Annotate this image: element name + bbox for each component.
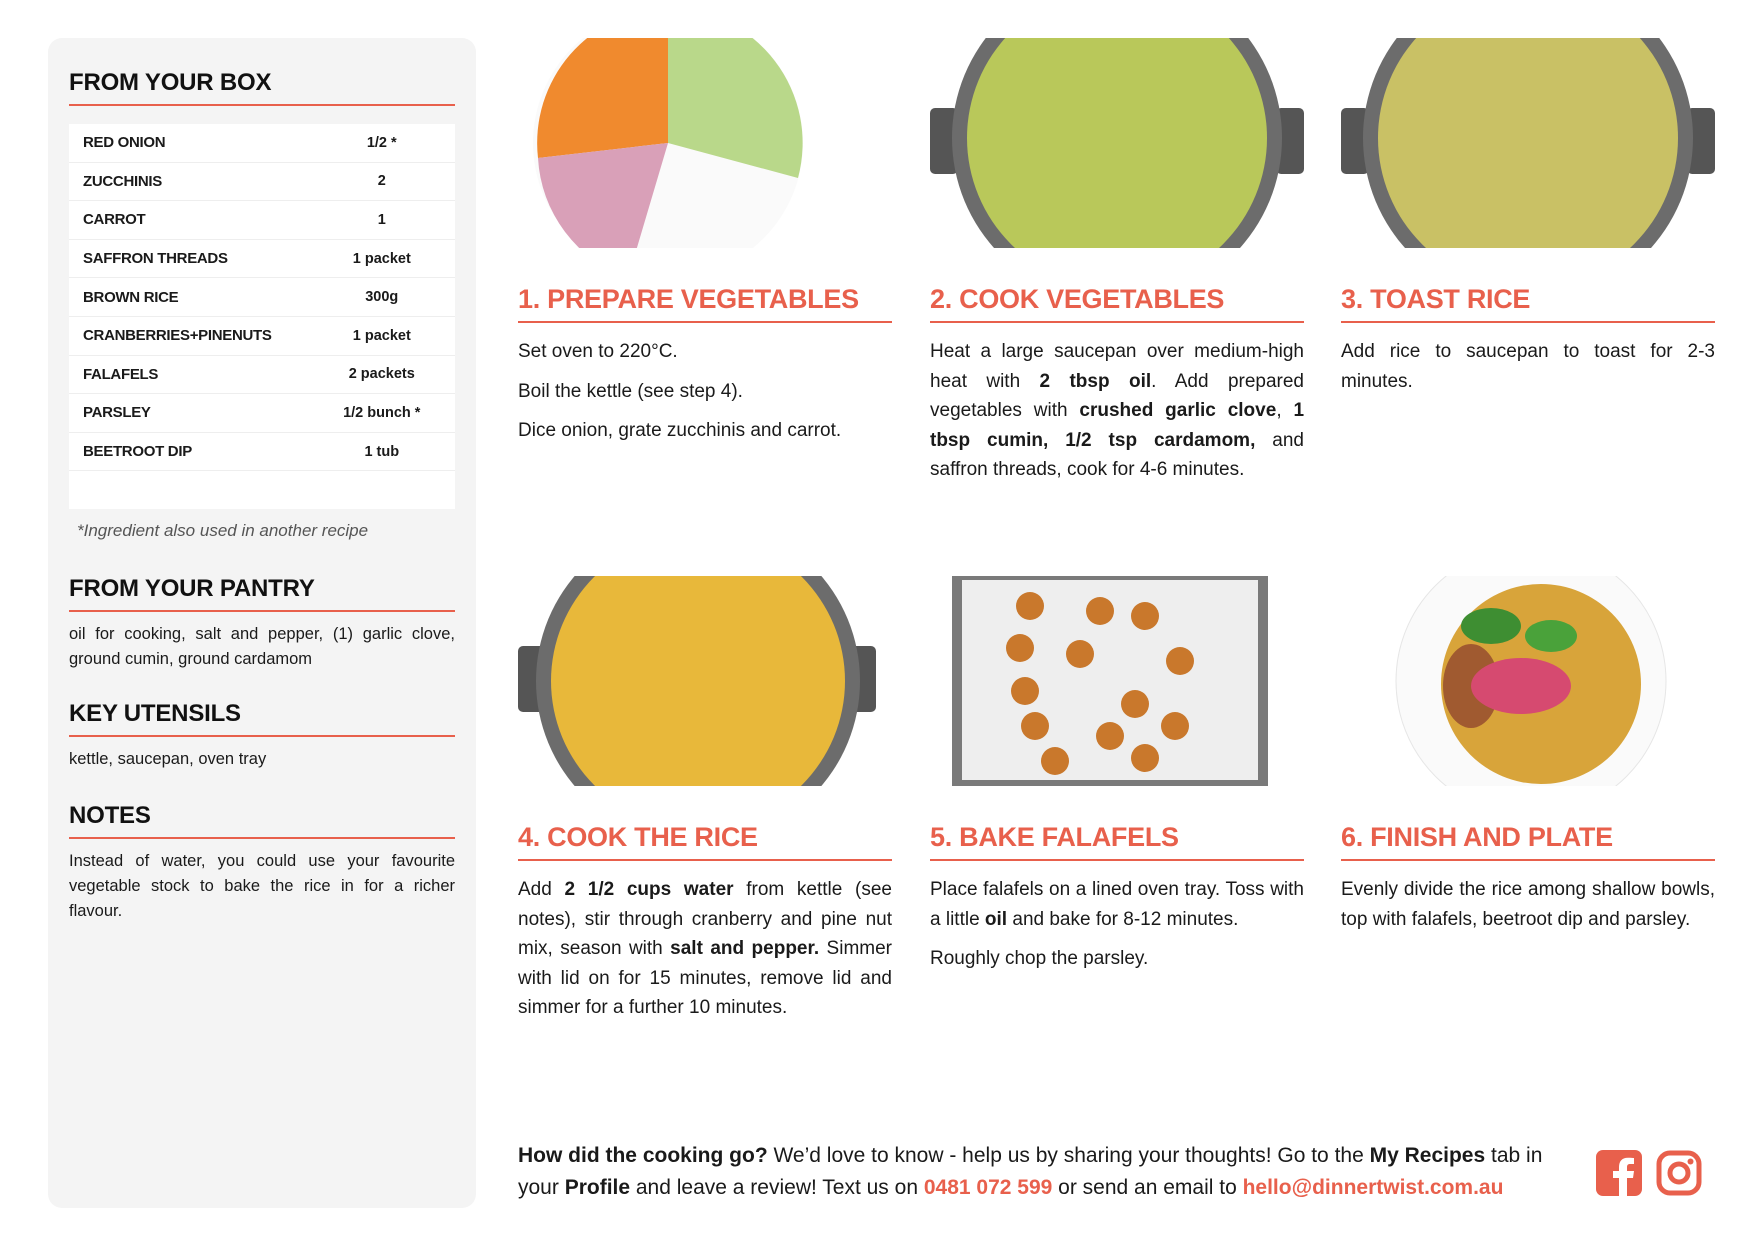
- plated-dish-image: [1341, 576, 1715, 786]
- step-text: and bake for 8-12 minutes.: [1007, 908, 1239, 930]
- step-4-title: 4. COOK THE RICE: [518, 822, 892, 861]
- step-text: Add rice to saucepan to toast for 2-3 minutes.: [1341, 341, 1715, 392]
- step-paragraph: [930, 337, 1304, 485]
- step-text: Heat a large saucepan over medium-high heat with: [930, 341, 1304, 392]
- ingredient-name: SAFFRON THREADS: [83, 250, 228, 268]
- step-emphasis: 2 tbsp oil: [1039, 370, 1152, 392]
- step-text: Set oven to 220°C.: [518, 341, 678, 362]
- feedback-footer: [518, 1140, 1578, 1204]
- footer-text-3: and leave a review! Text us on: [630, 1176, 924, 1199]
- footer-text-1: We’d love to know - help us by sharing your thoughts! Go to the: [767, 1144, 1370, 1167]
- footer-text-2: tab in your: [518, 1144, 1543, 1199]
- step-text: from kettle (see notes), stir through cranberry and pine nut mix, season with: [518, 879, 892, 959]
- ingredient-name: BEETROOT DIP: [83, 443, 192, 461]
- step-paragraph: [518, 875, 892, 1023]
- step-text: Dice onion, grate zucchinis and carrot.: [518, 420, 842, 441]
- ingredient-qty: 300g: [365, 289, 399, 306]
- step-text: and saffron threads, cook for 4-6 minutes.: [930, 429, 1304, 480]
- ingredient-row: [69, 201, 455, 240]
- step-5-body: [930, 875, 1304, 974]
- step-2-body: [930, 337, 1304, 485]
- step-paragraph: [930, 875, 1304, 934]
- ingredient-qty: 2 packets: [348, 366, 415, 383]
- step-6-title: 6. FINISH AND PLATE: [1341, 822, 1715, 861]
- step-text: Place falafels on a lined oven tray. Toss with a little: [930, 879, 1304, 930]
- step-text: Boil the kettle (see step 4).: [518, 380, 743, 402]
- ingredient-qty: 1: [377, 211, 386, 228]
- ingredient-qty: 2: [377, 173, 386, 190]
- ingredient-name: ZUCCHINIS: [83, 172, 162, 190]
- saucepan-rice-image: [1341, 38, 1715, 248]
- step-text: . Add prepared vegetables with: [930, 370, 1304, 421]
- step-2-title: 2. COOK VEGETABLES: [930, 284, 1304, 323]
- step-1-body: [518, 337, 892, 446]
- ingredients-sidebar: [48, 38, 476, 1208]
- step-2: [930, 38, 1304, 495]
- step-4-body: [518, 875, 892, 1023]
- step-3-photo: [1341, 38, 1715, 248]
- ingredient-row: [69, 163, 455, 202]
- step-paragraph: [518, 377, 892, 407]
- ingredient-table: [69, 124, 455, 509]
- ingredient-row: [69, 433, 455, 472]
- ingredient-qty: 1/2 *: [366, 134, 397, 151]
- step-emphasis: 1 tbsp cumin, 1/2 tsp cardamom,: [930, 400, 1305, 451]
- notes-section: [69, 802, 455, 924]
- ingredient-name: CRANBERRIES+PINENUTS: [83, 327, 272, 345]
- phone-link[interactable]: 0481 072 599: [923, 1176, 1053, 1199]
- step-2-photo: [930, 38, 1304, 248]
- vegetables-bowl-image: [518, 38, 892, 248]
- step-3: [1341, 38, 1715, 406]
- ingredient-footnote: *Ingredient also used in another recipe: [77, 521, 369, 540]
- saucepan-vegetables-image: [930, 38, 1304, 248]
- ingredient-row: [69, 317, 455, 356]
- ingredient-qty: 1/2 bunch *: [343, 404, 421, 421]
- pantry-text: oil for cooking, salt and pepper, (1) garlic clove, ground cumin, ground cardamom: [69, 625, 455, 668]
- ingredient-row: [69, 356, 455, 395]
- falafel-tray-image: [930, 576, 1304, 786]
- step-3-body: [1341, 337, 1715, 396]
- notes-text: Instead of water, you could use your favourite vegetable stock to bake the rice in for a richer flavour.: [69, 852, 455, 920]
- step-emphasis: salt and pepper.: [670, 938, 820, 959]
- ingredient-name: RED ONION: [83, 134, 166, 152]
- saucepan-cooked-rice-image: [518, 576, 892, 786]
- step-emphasis: 2 1/2 cups water: [564, 879, 734, 900]
- step-6-body: [1341, 875, 1715, 934]
- step-text: Simmer with lid on for 15 minutes, remove lid and simmer for a further 10 minutes.: [518, 938, 892, 1018]
- step-3-title: 3. TOAST RICE: [1341, 284, 1715, 323]
- step-paragraph: [518, 337, 892, 367]
- step-1-photo: [518, 38, 892, 248]
- step-4: [518, 576, 892, 1033]
- footer-profile: Profile: [564, 1176, 631, 1199]
- step-6-photo: [1341, 576, 1715, 786]
- ingredient-row: [69, 278, 455, 317]
- ingredient-qty: 1 tub: [364, 443, 400, 460]
- step-paragraph: [518, 416, 892, 446]
- utensils-heading: KEY UTENSILS: [69, 700, 455, 737]
- step-paragraph: [1341, 875, 1715, 934]
- ingredient-row: [69, 240, 455, 279]
- step-4-photo: [518, 576, 892, 786]
- step-text: Evenly divide the rice among shallow bowls, top with falafels, beetroot dip and parsley.: [1341, 879, 1715, 930]
- pantry-section: [69, 575, 455, 672]
- utensils-text: kettle, saucepan, oven tray: [69, 750, 267, 768]
- step-paragraph: [930, 944, 1304, 974]
- ingredient-qty: 1 packet: [352, 250, 411, 267]
- step-6: [1341, 576, 1715, 944]
- step-5-title: 5. BAKE FALAFELS: [930, 822, 1304, 861]
- step-text: ,: [1276, 400, 1294, 421]
- ingredient-name: CARROT: [83, 211, 146, 229]
- ingredient-name: PARSLEY: [83, 404, 151, 422]
- ingredient-row: [69, 124, 455, 163]
- footer-question: How did the cooking go?: [518, 1144, 768, 1167]
- ingredient-qty: 1 packet: [352, 327, 411, 344]
- step-1-title: 1. PREPARE VEGETABLES: [518, 284, 892, 323]
- instagram-icon[interactable]: [1656, 1150, 1704, 1198]
- facebook-icon[interactable]: [1596, 1150, 1644, 1198]
- step-emphasis: crushed garlic clove: [1079, 400, 1277, 421]
- notes-heading: NOTES: [69, 802, 455, 839]
- step-1: [518, 38, 892, 456]
- step-text: Add: [518, 879, 565, 900]
- step-5-photo: [930, 576, 1304, 786]
- utensils-section: [69, 700, 455, 772]
- step-paragraph: [1341, 337, 1715, 396]
- pantry-heading: FROM YOUR PANTRY: [69, 575, 455, 612]
- step-5: [930, 576, 1304, 984]
- email-link[interactable]: hello@dinnertwist.com.au: [1242, 1176, 1504, 1199]
- from-your-box-heading: FROM YOUR BOX: [69, 69, 455, 106]
- ingredient-name: BROWN RICE: [83, 288, 179, 306]
- ingredient-name: FALAFELS: [83, 365, 159, 383]
- step-emphasis: oil: [984, 908, 1008, 930]
- step-text: Roughly chop the parsley.: [930, 948, 1149, 969]
- footer-text-4: or send an email to: [1052, 1176, 1243, 1199]
- footer-my-recipes: My Recipes: [1369, 1144, 1486, 1167]
- ingredient-row: [69, 394, 455, 433]
